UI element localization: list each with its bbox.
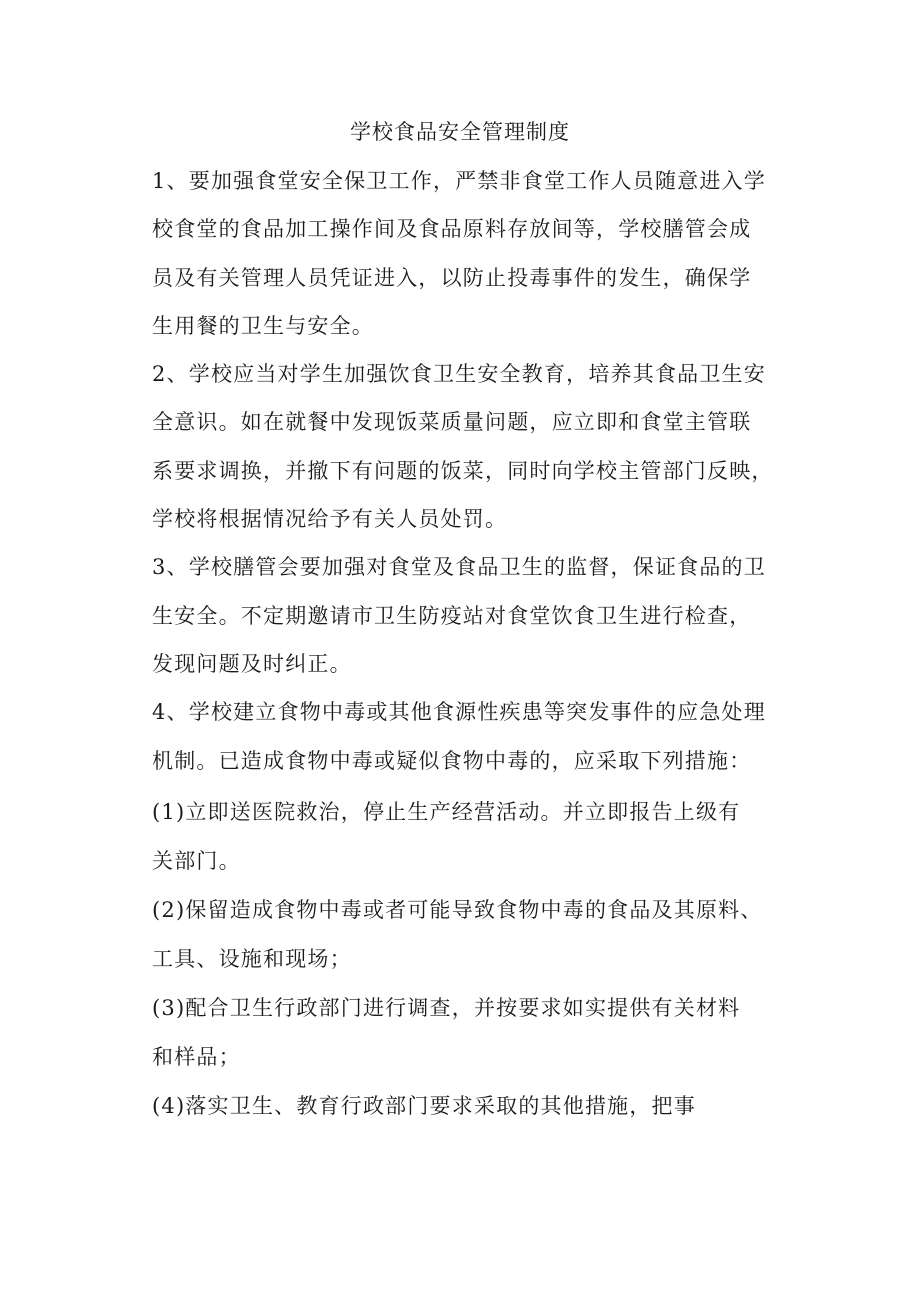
paragraph-line: (1)立即送医院救治，停止生产经营活动。并立即报告上级有 (152, 800, 741, 824)
paragraph-line: 1、要加强食堂安全保卫工作，严禁非食堂工作人员随意进入学 (152, 169, 766, 193)
paragraph-line: 工具、设施和现场； (152, 947, 352, 971)
paragraph-line: 生用餐的卫生与安全。 (152, 314, 374, 338)
paragraph-line: 员及有关管理人员凭证进入，以防止投毒事件的发生，确保学 (152, 266, 752, 290)
paragraph-line: 系要求调换，并撤下有问题的饭菜，同时向学校主管部门反映， (152, 459, 774, 483)
paragraph-line: 和样品； (152, 1045, 241, 1069)
paragraph-line: 全意识。如在就餐中发现饭菜质量问题，应立即和食堂主管联 (152, 410, 752, 434)
paragraph-line: 关部门。 (152, 849, 241, 873)
paragraph-line: (2)保留造成食物中毒或者可能导致食物中毒的食品及其原料、 (152, 898, 763, 922)
document-title: 学校食品安全管理制度 (350, 120, 570, 144)
paragraph-line: 生安全。不定期邀请市卫生防疫站对食堂饮食卫生进行检查， (152, 604, 752, 628)
paragraph-line: 4、学校建立食物中毒或其他食源性疾患等突发事件的应急处理 (152, 700, 766, 724)
paragraph-line: 发现问题及时纠正。 (152, 652, 352, 676)
paragraph-line: 学校将根据情况给予有关人员处罚。 (152, 507, 508, 531)
paragraph-line: (3)配合卫生行政部门进行调查，并按要求如实提供有关材料 (152, 996, 741, 1020)
paragraph-line: (4)落实卫生、教育行政部门要求采取的其他措施，把事 (152, 1094, 696, 1118)
paragraph-line: 校食堂的食品加工操作间及食品原料存放间等，学校膳管会成 (152, 217, 752, 241)
paragraph-line: 3、学校膳管会要加强对食堂及食品卫生的监督，保证食品的卫 (152, 555, 766, 579)
paragraph-line: 2、学校应当对学生加强饮食卫生安全教育，培养其食品卫生安 (152, 362, 766, 386)
paragraph-line: 机制。已造成食物中毒或疑似食物中毒的，应采取下列措施： (152, 749, 752, 773)
